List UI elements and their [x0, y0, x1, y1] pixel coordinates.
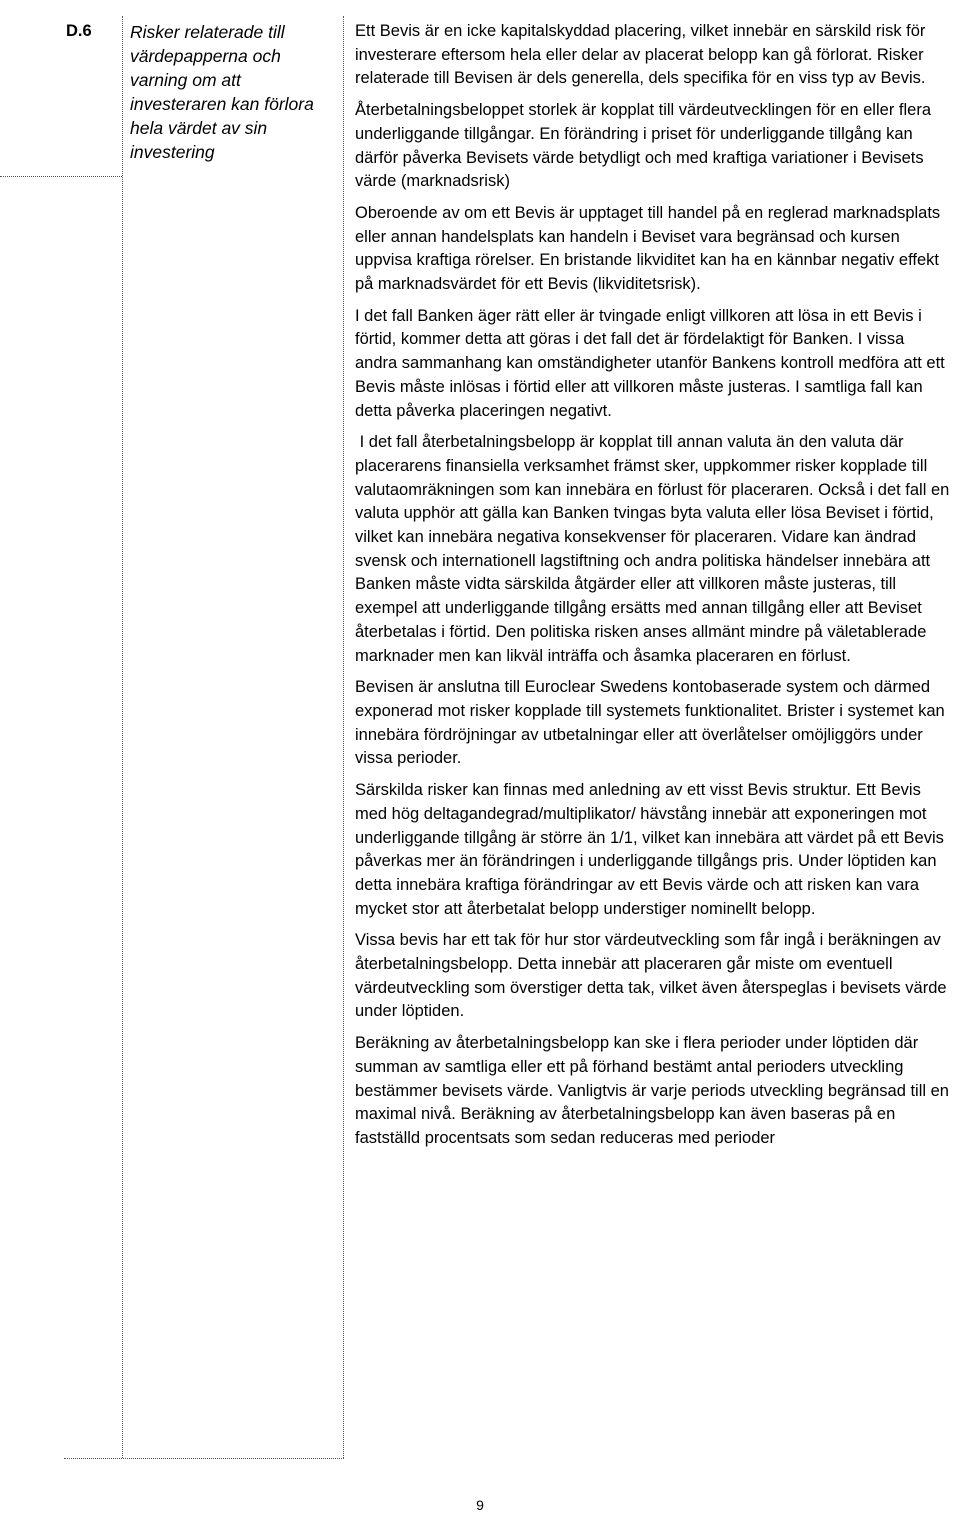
paragraph-euroclear-risk: Bevisen är anslutna till Euroclear Swedens kontobaserade system och därmed exponerad mot risker kopplade till systemets funktionalitet. Brister i systemet kan innebära fördröjningar av utbetalningar eller att överlåtelser omöjliggörs under vissa perioder.: [355, 678, 945, 768]
section-title: Risker relaterade till värdepapperna och varning om att investeraren kan förlora hela värdet av sin investering: [130, 22, 314, 162]
paragraph-cap-risk: Vissa bevis har ett tak för hur stor värdeutveckling som får ingå i beräkningen av återbetalningsbelopp. Detta innebär att placeraren går miste om eventuell värdeutveckling som överstiger detta tak, vilket även återspeglas i bevisets värde under löptiden.: [355, 931, 947, 1021]
title-underline: [0, 176, 122, 177]
paragraph-currency-political-risk: I det fall återbetalningsbelopp är kopplat till annan valuta än den valuta där placerarens finansiella verksamhet främst sker, uppkommer risker kopplade till valutaomräkningen som kan innebära en förlust för placeraren. Också i det fall en valuta upphör att gälla kan Banken tvingas byta valuta eller lösa Beviset i förtid, vilket kan innebära negativa konsekvenser för placeraren. Vidare kan ändrad svensk och internationell lagstiftning och andra politiska händelser innebära att Banken måste vidta särskilda åtgärder eller att villkoren måste justeras, till exempel att underliggande tillgång ersätts med annan tillgång eller att Beviset återbetalas i förtid. Den politiska risken anses allmänt mindre på väletablerade marknader men kan likväl inträffa och åsamka placeraren en förlust.: [355, 433, 954, 665]
paragraph-early-redemption: I det fall Banken äger rätt eller är tvingade enligt villkoren att lösa in ett Bevis i förtid, kommer detta att göras i det fall det är fördelaktigt för Banken. I vissa andra sammanhang kan omständigheter utanför Bankens kontroll medföra att ett Bevis måste inlösas i förtid eller att villkoren måste justeras. I samtliga fall kan detta påverka placeringen negativt.: [355, 306, 945, 420]
paragraph-liquidity-risk: Oberoende av om ett Bevis är upptaget till handel på en reglerad marknadsplats eller annan handelsplats kan handeln i Beviset vara begränsad och kursen uppvisa kraftiga rörelser. En bristande likviditet kan ha en kännbar negativ effekt på marknadsvärdet för ett Bevis (likviditetsrisk).: [355, 203, 941, 294]
column-divider-right: [343, 16, 344, 1458]
table-bottom-border: [64, 1458, 344, 1459]
paragraph-structure-risk: Särskilda risker kan finnas med anledning av ett visst Bevis struktur. Ett Bevis med hög deltagandegrad/multiplikator/ hävstång innebär att exponeringen mot underliggande tillgång är större än 1/1, vilket kan innebära att värdet på ett Bevis påverkas mer än förändringen i underliggande tillgångs pris. Under löptiden kan detta innebära kraftiga förändringar av ett Bevis värde och att risken kan vara mycket stor att återbetalat belopp understiger nominellt belopp.: [355, 781, 944, 918]
column-divider-left: [122, 16, 123, 1458]
section-body: [355, 20, 954, 1151]
paragraph-period-calculation: Beräkning av återbetalningsbelopp kan ske i flera perioder under löptiden där summan av samtliga eller ett på förhand bestämt antal perioders utveckling bestämmer bevisets värde. Vanligtvis är varje periods utveckling begränsad till en maximal nivå. Beräkning av återbetalningsbelopp kan även baseras på en fastställd procentsats som sedan reduceras med perioder: [355, 1034, 949, 1147]
page-number: 9: [476, 1497, 484, 1513]
paragraph-market-risk: Återbetalningsbeloppet storlek är kopplat till värdeutvecklingen för en eller flera underliggande tillgångar. En förändring i priset för underliggande tillgång kan därför påverka Bevisets värde betydligt och med kraftiga variationer i Bevisets värde (marknadsrisk): [355, 101, 931, 191]
paragraph-risk-intro: Ett Bevis är en icke kapitalskyddad placering, vilket innebär en särskild risk för investerare eftersom hela eller delar av placerat belopp kan gå förlorat. Risker relaterade till Bevisen är dels generella, dels specifika för en viss typ av Bevis.: [355, 22, 926, 88]
section-id: D.6: [66, 22, 92, 40]
